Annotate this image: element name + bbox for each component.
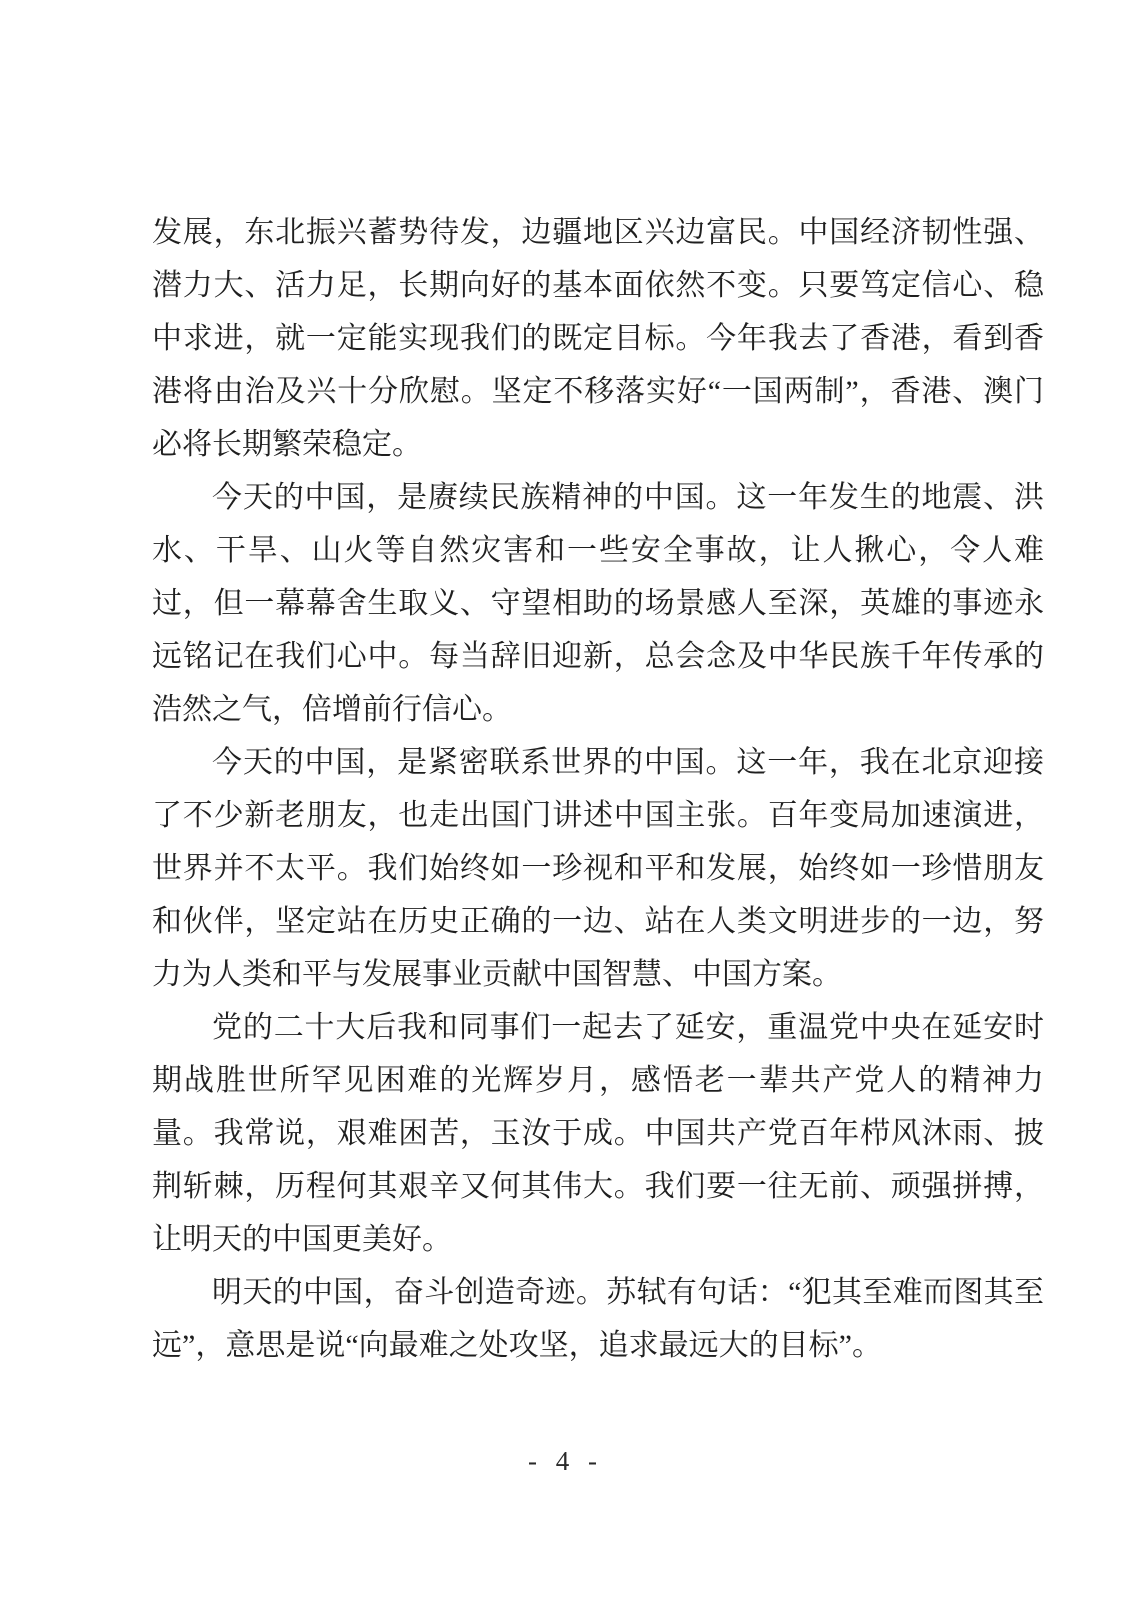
paragraph: 发展，东北振兴蓄势待发，边疆地区兴边富民。中国经济韧性强、潜力大、活力足，长期向好的基本面依然不变。只要笃定信心、稳中求进，就一定能实现我们的既定目标。今年我去了香港，看到香港将由治及兴十分欣慰。坚定不移落实好“一国两制”，香港、澳门必将长期繁荣稳定。 bbox=[152, 216, 1044, 461]
paragraph: 今天的中国，是赓续民族精神的中国。这一年发生的地震、洪水、干旱、山火等自然灾害和一些安全事故，让人揪心，令人难过，但一幕幕舍生取义、守望相助的场景感人至深，英雄的事迹永远铭记在我们心中。每当辞旧迎新，总会念及中华民族千年传承的浩然之气，倍增前行信心。 bbox=[152, 481, 1044, 726]
paragraph: 明天的中国，奋斗创造奇迹。苏轼有句话：“犯其至难而图其至远”，意思是说“向最难之处攻坚，追求最远大的目标”。 bbox=[152, 1276, 1044, 1362]
paragraph: 党的二十大后我和同事们一起去了延安，重温党中央在延安时期战胜世所罕见困难的光辉岁月，感悟老一辈共产党人的精神力量。我常说，艰难困苦，玉汝于成。中国共产党百年栉风沐雨、披荆斩棘，历程何其艰辛又何其伟大。我们要一往无前、顽强拼搏，让明天的中国更美好。 bbox=[152, 1011, 1044, 1256]
page-number: - 4 - bbox=[528, 1446, 603, 1476]
document-body-text bbox=[152, 206, 1044, 1372]
paragraph: 今天的中国，是紧密联系世界的中国。这一年，我在北京迎接了不少新老朋友，也走出国门讲述中国主张。百年变局加速演进，世界并不太平。我们始终如一珍视和平和发展，始终如一珍惜朋友和伙伴，坚定站在历史正确的一边、站在人类文明进步的一边，努力为人类和平与发展事业贡献中国智慧、中国方案。 bbox=[152, 746, 1044, 991]
